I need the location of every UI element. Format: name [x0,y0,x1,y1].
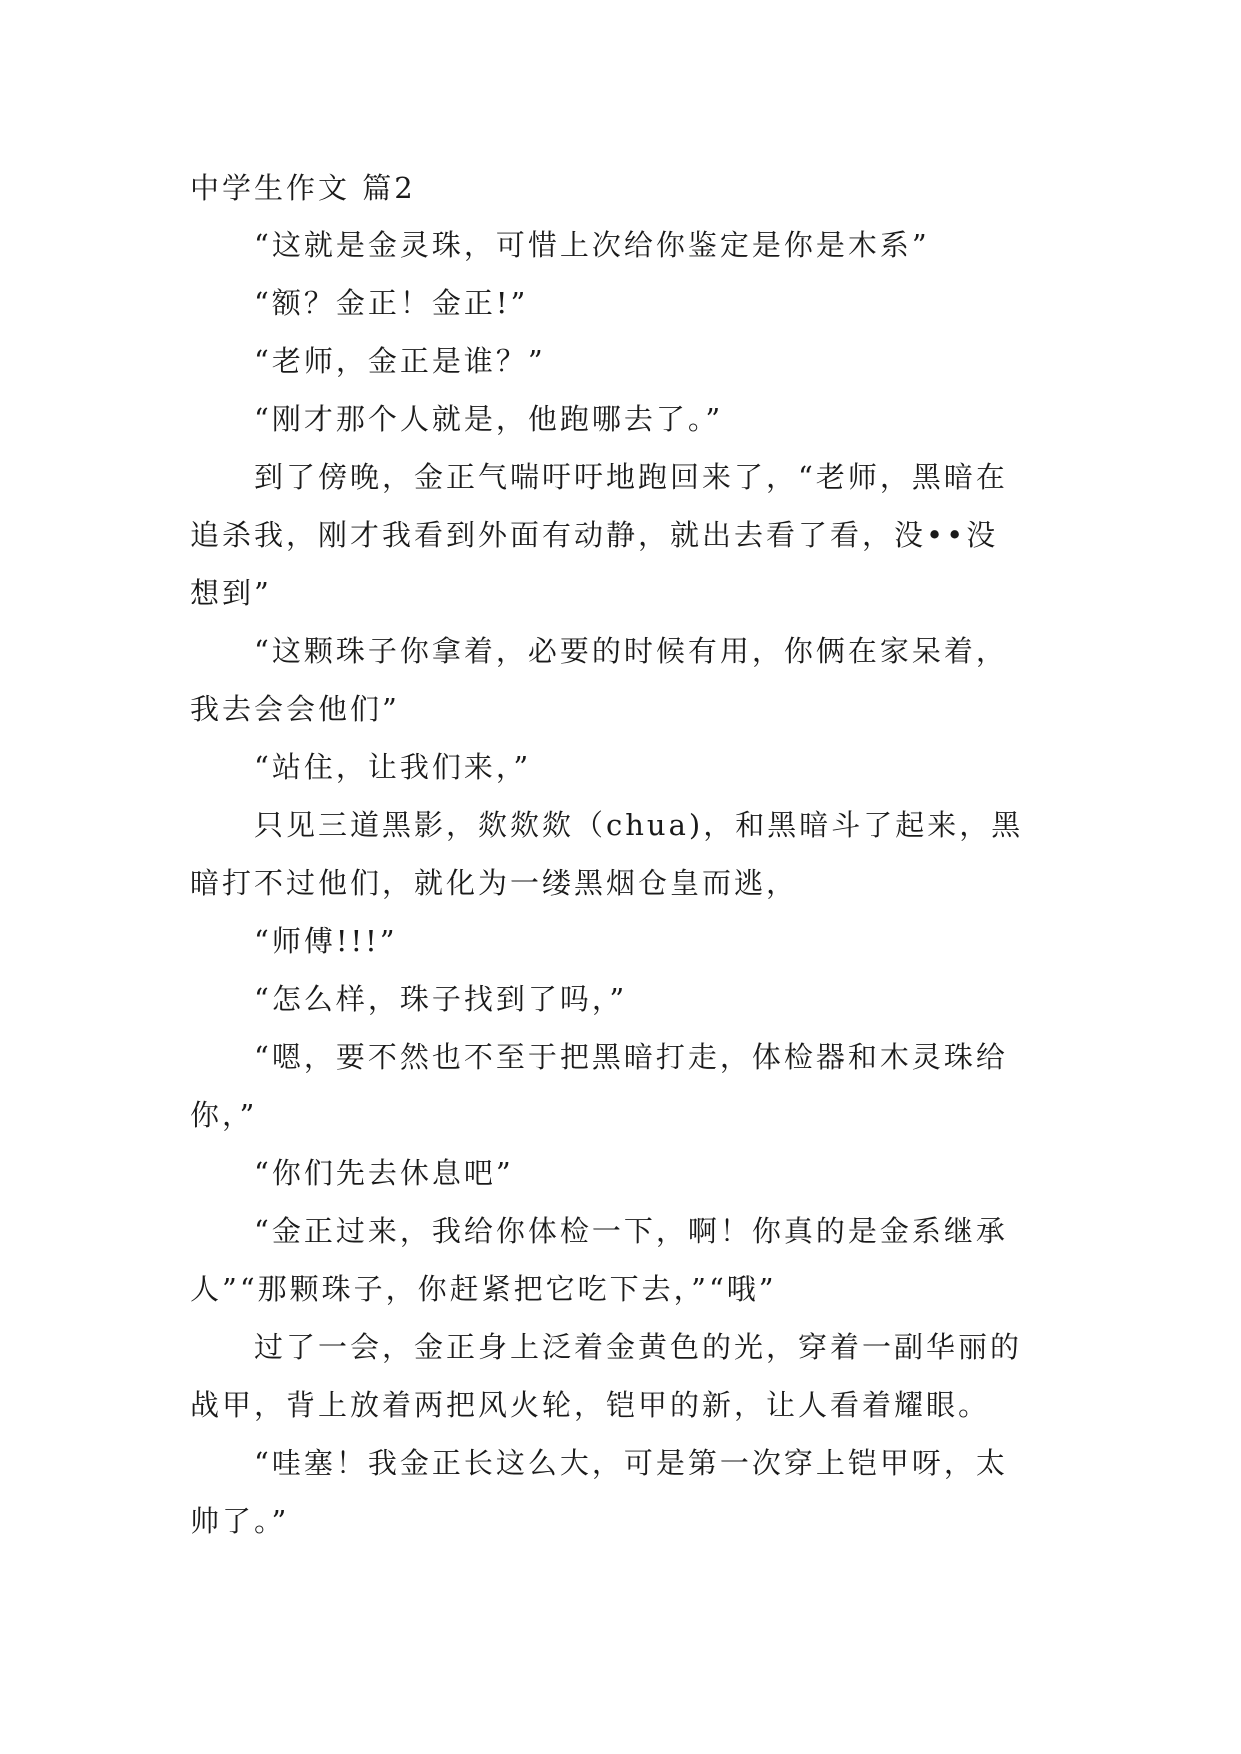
paragraph [190,796,1070,912]
paragraph-line: “哇塞！我金正长这么大，可是第一次穿上铠甲呀，太 [254,1446,1008,1480]
paragraph-line: 追杀我，刚才我看到外面有动静，就出去看了看，没••没 [190,518,999,552]
paragraph-line: 人”“那颗珠子，你赶紧把它吃下去，”“哦” [190,1272,777,1306]
paragraph [190,332,1070,390]
paragraph [190,1202,1070,1318]
paragraph-line: 到了傍晚，金正气喘吁吁地跑回来了，“老师，黑暗在 [254,460,1008,494]
paragraph-line: 暗打不过他们，就化为一缕黑烟仓皇而逃， [190,866,799,900]
paragraph-line: “嗯，要不然也不至于把黑暗打走，体检器和木灵珠给 [254,1040,1008,1074]
paragraph [190,622,1070,738]
paragraph [190,216,1070,274]
paragraph-line: 我去会会他们” [190,692,400,726]
paragraph [190,274,1070,332]
paragraph [190,1144,1070,1202]
paragraph-line: 只见三道黑影，欻欻欻（chua)，和黑暗斗了起来，黑 [254,808,1024,842]
paragraph-line: “刚才那个人就是，他跑哪去了。” [254,402,724,436]
document-title: 中学生作文 篇2 [190,171,416,205]
paragraph-line: 战甲，背上放着两把风火轮，铠甲的新，让人看着耀眼。 [190,1388,991,1422]
paragraph-line: “你们先去休息吧” [254,1156,514,1190]
paragraph [190,912,1070,970]
paragraph [190,738,1070,796]
paragraph-line: 帅了。” [190,1504,290,1538]
paragraph [190,390,1070,448]
paragraph-line: “额？金正！金正!” [254,286,529,320]
paragraph-line: “站住，让我们来，” [254,750,532,784]
paragraph [190,448,1070,622]
paragraph-line: 你，” [190,1098,258,1132]
paragraph-line: 过了一会，金正身上泛着金黄色的光，穿着一副华丽的 [254,1330,1023,1364]
paragraph-line: “怎么样，珠子找到了吗，” [254,982,628,1016]
paragraph-line: “这就是金灵珠，可惜上次给你鉴定是你是木系” [254,228,930,262]
paragraph-line: “这颗珠子你拿着，必要的时候有用，你俩在家呆着， [254,634,1008,668]
paragraph-line: “老师，金正是谁？” [254,344,546,378]
paragraph-line: 想到” [190,576,272,610]
paragraph [190,970,1070,1028]
paragraph [190,1434,1070,1550]
document-body [190,160,1070,1550]
paragraph [190,1028,1070,1144]
paragraph [190,1318,1070,1434]
paragraph-line: “金正过来，我给你体检一下，啊！你真的是金系继承 [254,1214,1008,1248]
paragraph-line: “师傅!!!” [254,924,398,958]
